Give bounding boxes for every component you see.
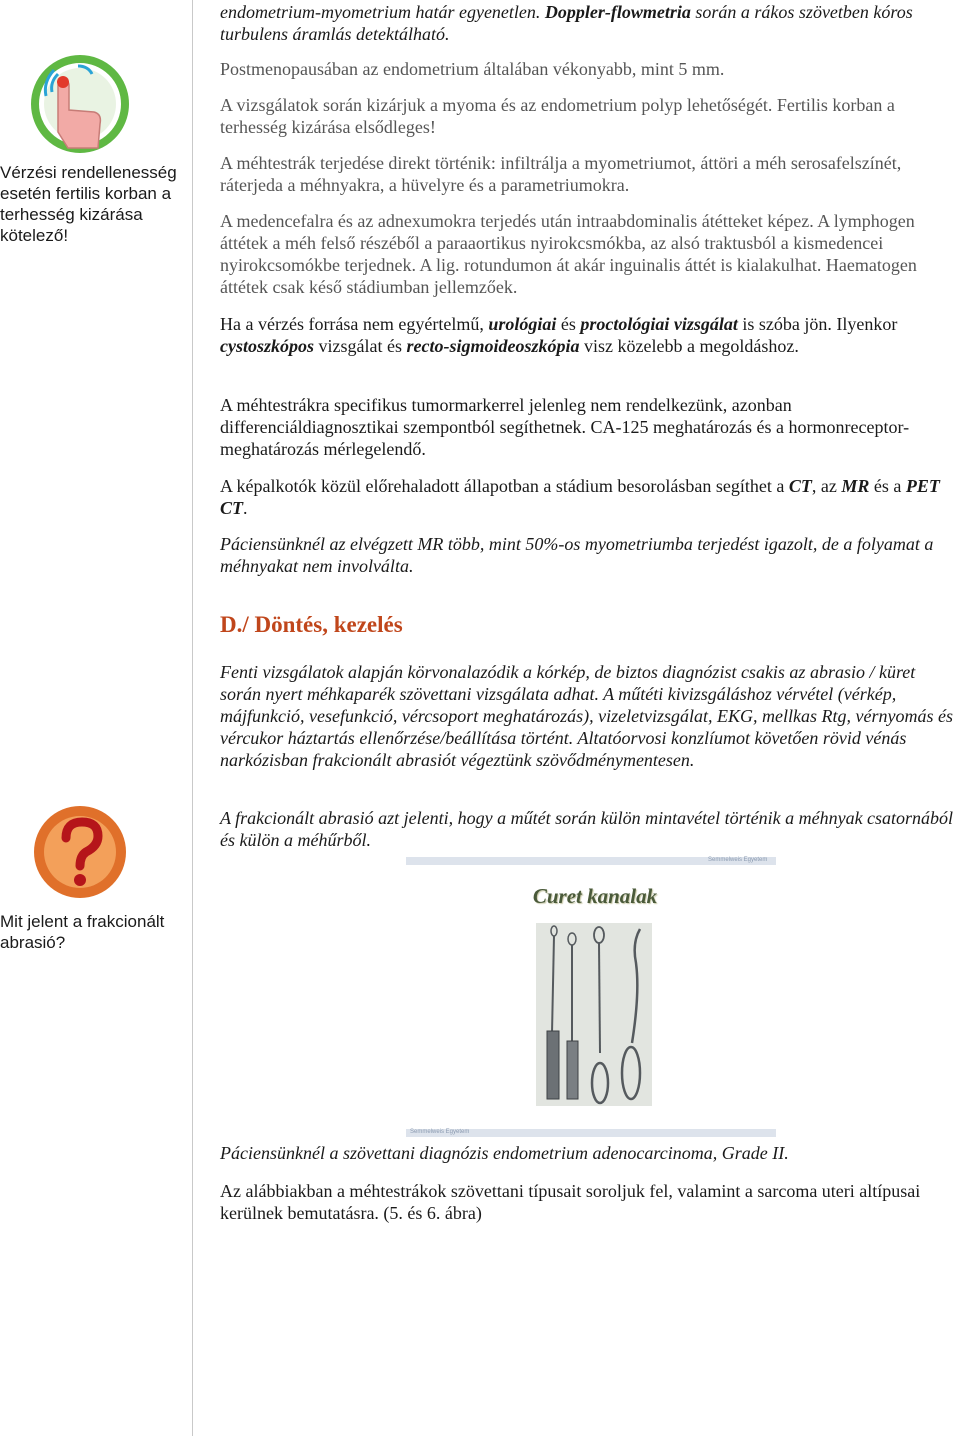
paragraph-metastasis: A medencefalra és az adnexumokra terjedés után intraabdominalis átétteket képez. A lymphogen áttétek a méh felső részéből a paraaortikus nyirokcsmókba, az alsó traktusból a kismedencei nyirokcsomókbe terjednek. A lig. rotundumon át akár inguinalis áttét is kialakulhat. Haematogen áttétek csak késő stádiumban jellemzőek. (220, 211, 917, 297)
curette-photo (536, 923, 652, 1106)
sidebar-divider (192, 0, 193, 1436)
paragraph-spread: A méhtestrák terjedése direkt történik: infiltrálja a myometriumot, áttöri a méh serosafelszínét, ráterjeda a méhnyakra, a hüvelyre és a parametriumokra. (220, 153, 902, 195)
paragraph-fractional-abrasion: A frakcionált abrasió azt jelenti, hogy a műtét során külön mintavétel történik a méhnyak csatornából és külön a méhűrből. (220, 808, 954, 850)
paragraph-exclusion: A vizsgálatok során kizárjuk a myoma és az endometrium polyp lehetőségét. Fertilis korban a terhesség kizárása elsődleges! (220, 95, 895, 137)
slide-footer-bar (406, 1129, 776, 1137)
paragraph-patient-mr: Páciensünknél az elvégzett MR több, mint 50%-os myometriumba terjedést igazolt, de a folyamat a méhnyakat nem involválta. (220, 534, 934, 576)
slide-title: Curet kanalak (532, 884, 658, 908)
paragraph-imaging: A képalkotók közül előrehaladott állapotban a stádium besorolásban segíthet a CT, az MR és a PET CT. (220, 476, 940, 518)
paragraph-bleeding-source: Ha a vérzés forrása nem egyértelmű, urológiai és proctológiai vizsgálat is szóba jön. Ilyenkor cystoszkópos vizsgálat és recto-sigmoideoszkópia visz közelebb a megoldáshoz. (220, 314, 898, 356)
paragraph-tumor-markers: A méhtestrákra specifikus tumormarkerrel jelenleg nem rendelkezünk, azonban differenciáldiagnosztikai szempontból segíthetnek. CA-125 meghatározás és a hormonreceptor-meghatározás mérlegelendő. (220, 395, 910, 459)
note-pregnancy-exclusion: Vérzési rendellenesség esetén fertilis korban a terhesség kizárása kötelező! (0, 163, 177, 245)
question-mark-icon (28, 800, 132, 904)
slide-watermark-top: Semmelweis Egyetem (708, 857, 768, 863)
paragraph-types-intro: Az alábbiakban a méhtestrákok szövettani típusait soroljuk fel, valamint a sarcoma uteri altípusai kerülnek bemutatásra. (5. és 6. ábra) (220, 1181, 921, 1223)
slide-watermark-bottom: Semmelweis Egyetem (410, 1129, 470, 1135)
paragraph-histology-diagnosis: Páciensünknél a szövettani diagnózis endometrium adenocarcinoma, Grade II. (220, 1143, 789, 1163)
paragraph-doppler: endometrium-myometrium határ egyenetlen. Doppler-flowmetria során a rákos szövetben kóros turbulens áramlás detektálható. (220, 2, 913, 44)
sidebar (0, 0, 190, 1436)
hand-pointing-icon (28, 52, 132, 156)
paragraph-diagnosis-workup: Fenti vizsgálatok alapján körvonalazódik a kórkép, de biztos diagnózist csakis az abrasio / küret során nyert méhkaparék szövettani vizsgálata adhat. A műtéti kivizsgáláshoz vérvétel (vérkép, májfunkció, vesefunkció, vércsoport meghatározás), vizeletvizsgálat, EKG, mellkas Rtg, vérnyomás és vércukor háztartás ellenőrzése/beállítása történt. Altatóorvosi konzlíumot követően rövid vénás narkózisban frakcionált abrasiót végeztünk szövődménymentesen. (220, 662, 954, 770)
section-title: D./ Döntés, kezelés (220, 612, 403, 637)
paragraph-postmenopause: Postmenopausában az endometrium általában vékonyabb, mint 5 mm. (220, 59, 725, 79)
note-fractional-abrasion-question: Mit jelent a frakcionált abrasió? (0, 912, 165, 952)
slide-header-bar (406, 857, 776, 865)
curette-slide-image (406, 857, 776, 1137)
